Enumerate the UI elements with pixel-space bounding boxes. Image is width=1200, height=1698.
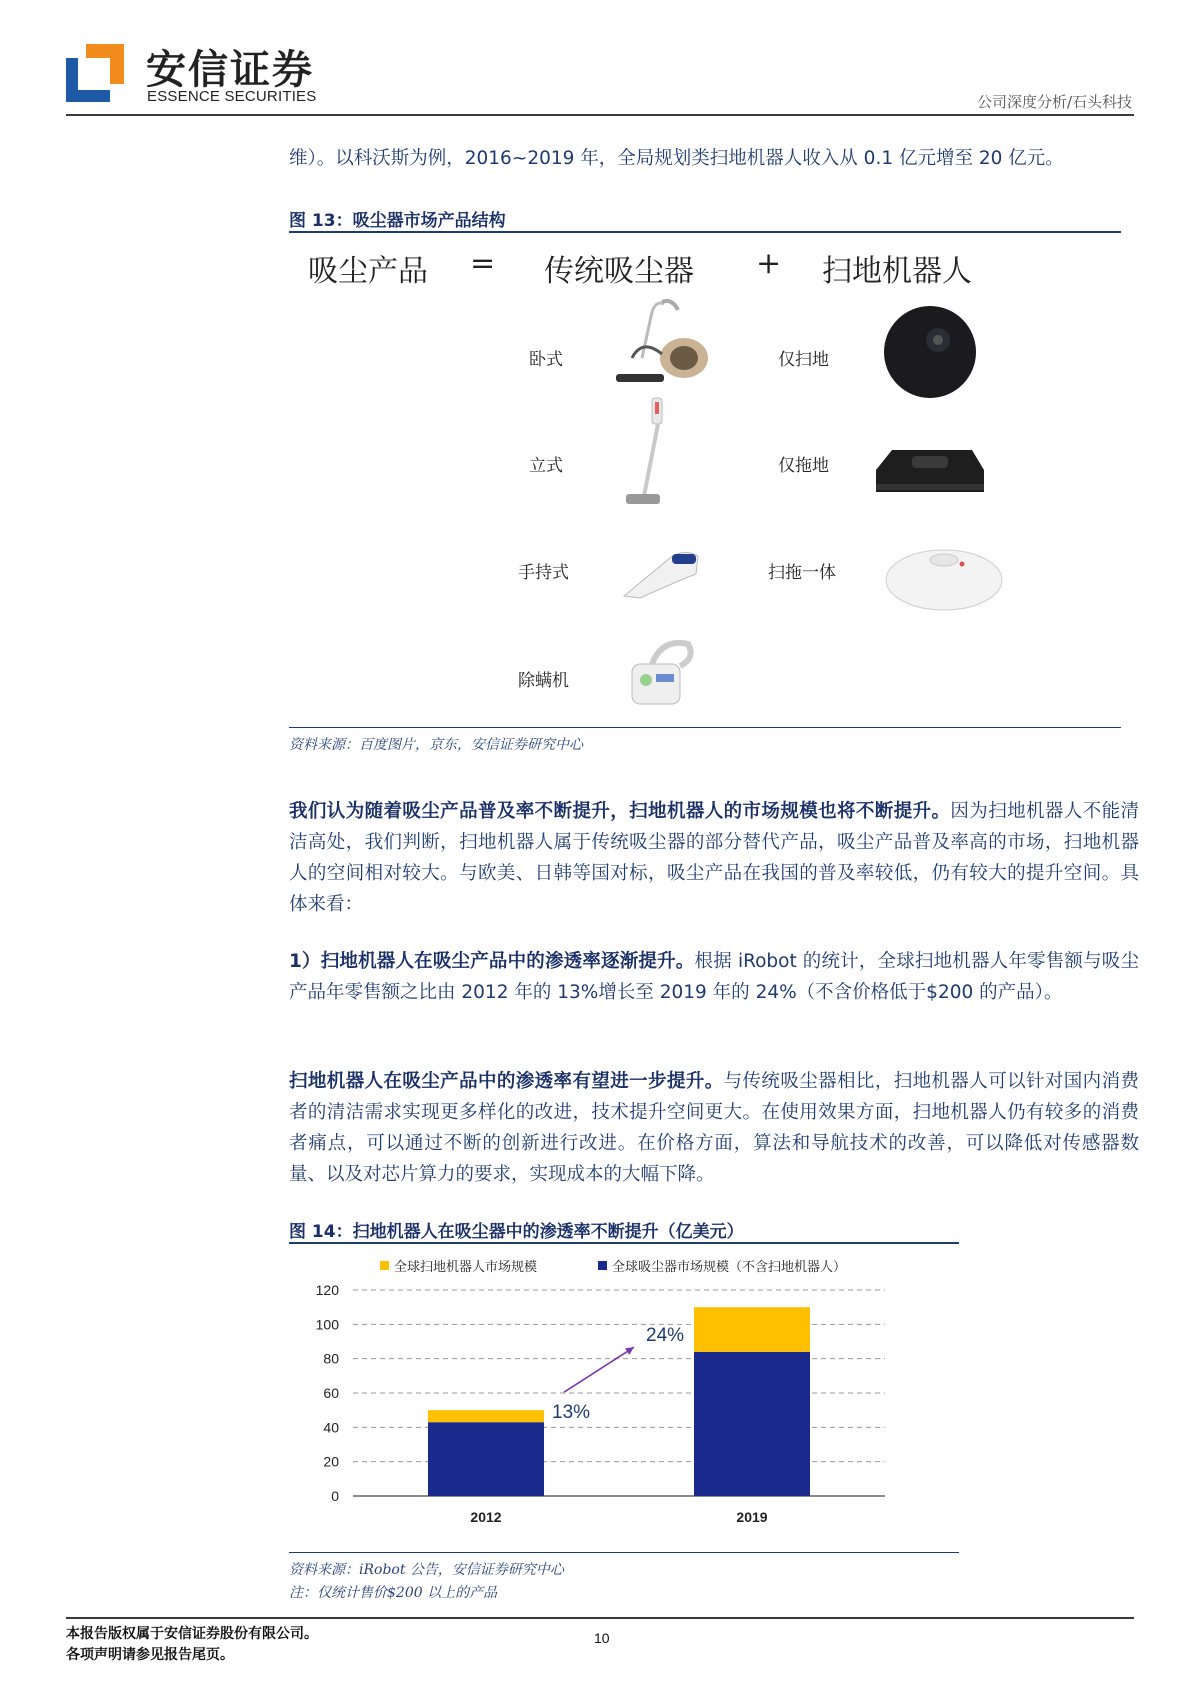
trend-arrow-head <box>625 1347 634 1355</box>
trend-arrow-line <box>564 1347 634 1392</box>
equation-right: 扫地机器人 <box>822 254 972 289</box>
page-number: 10 <box>594 1630 610 1646</box>
penetration-chart <box>289 1270 959 1540</box>
y-tick-label: 40 <box>323 1419 339 1436</box>
footer-divider <box>66 1617 1134 1619</box>
handheld-vacuum-image <box>620 540 704 602</box>
label-handheld-vacuum: 手持式 <box>518 563 569 583</box>
legend-swatch-vacuum <box>598 1261 607 1270</box>
figure13-source: 资料来源：百度图片，京东，安信证券研究中心 <box>289 737 583 753</box>
label-horizontal-vacuum: 卧式 <box>529 350 563 370</box>
footer-disclaimer <box>66 1624 318 1666</box>
paragraph-2 <box>289 946 1139 1008</box>
paragraph-3-bold: 扫地机器人在吸尘产品中的渗透率有望进一步提升。 <box>289 1071 724 1092</box>
figure14-note: 注：仅统计售价$200 以上的产品 <box>289 1585 498 1601</box>
legend-label-vacuum: 全球吸尘器市场规模（不含扫地机器人） <box>612 1260 847 1275</box>
equation-plus: + <box>756 246 782 281</box>
annotation-2019: 24% <box>646 1325 685 1347</box>
label-sweep-only: 仅扫地 <box>778 350 829 370</box>
y-tick-label: 0 <box>331 1488 339 1504</box>
header-divider <box>66 114 1134 116</box>
equation-equals: = <box>470 246 496 281</box>
bar-vacuum-2012 <box>428 1422 544 1496</box>
mite-remover-image <box>622 634 702 714</box>
robot-sweep-image <box>880 302 980 400</box>
y-tick-label: 100 <box>315 1316 339 1333</box>
figure13-top-rule <box>289 231 1121 233</box>
x-tick-label: 2012 <box>470 1509 502 1525</box>
y-tick-label: 20 <box>323 1453 339 1470</box>
intro-paragraph: 维）。以科沃斯为例，2016~2019 年，全局规划类扫地机器人收入从 0.1 亿元增至 20 亿元。 <box>289 148 1064 169</box>
footer-note: 各项声明请参见报告尾页。 <box>66 1647 234 1663</box>
figure13-title: 图 13：吸尘器市场产品结构 <box>289 211 506 231</box>
bar-robot-2019 <box>694 1307 810 1352</box>
horizontal-vacuum-image <box>612 298 712 390</box>
figure14-title: 图 14：扫地机器人在吸尘器中的渗透率不断提升（亿美元） <box>289 1222 744 1242</box>
figure14-top-rule <box>289 1242 959 1244</box>
equation-left: 吸尘产品 <box>308 254 428 289</box>
paragraph-2-bold: 1）扫地机器人在吸尘产品中的渗透率逐渐提升。 <box>289 951 695 972</box>
essence-logo-icon <box>66 44 124 102</box>
figure14-source: 资料来源：iRobot 公告，安信证券研究中心 <box>289 1562 564 1578</box>
paragraph-1 <box>289 796 1139 920</box>
legend-label-robot: 全球扫地机器人市场规模 <box>394 1260 538 1275</box>
figure14-bottom-rule <box>289 1552 959 1553</box>
legend-swatch-robot <box>380 1261 389 1270</box>
label-mop-only: 仅拖地 <box>778 456 829 476</box>
paragraph-2-body: 根据 iRobot 的统计，全球扫地机器人年零售额与吸尘产品年零售额之比由 2012 年的 13%增长至 2019 年的 24%（不含价格低于$200 的产品）。 <box>289 951 1139 1003</box>
upright-vacuum-image <box>622 396 686 510</box>
brand-name-en: ESSENCE SECURITIES <box>147 88 317 105</box>
figure13-bottom-rule <box>289 727 1121 728</box>
equation-middle: 传统吸尘器 <box>544 254 694 289</box>
paragraph-3 <box>289 1066 1139 1190</box>
x-tick-label: 2019 <box>736 1509 768 1525</box>
annotation-2012: 13% <box>552 1402 591 1424</box>
bar-robot-2012 <box>428 1410 544 1422</box>
brand-name-cn: 安信证券 <box>146 47 314 93</box>
label-mite-remover: 除螨机 <box>518 671 569 691</box>
y-tick-label: 80 <box>323 1350 339 1367</box>
robot-mop-image <box>872 430 988 502</box>
footer-copyright: 本报告版权属于安信证券股份有限公司。 <box>66 1626 318 1642</box>
bar-vacuum-2019 <box>694 1352 810 1496</box>
label-sweep-mop: 扫拖一体 <box>768 563 836 583</box>
y-tick-label: 60 <box>323 1385 339 1401</box>
paragraph-3-body: 与传统吸尘器相比，扫地机器人可以针对国内消费者的清洁需求实现更多样化的改进，技术提升空间更大。在使用效果方面，扫地机器人仍有较多的消费者痛点，可以通过不断的创新进行改进。在价格方面，算法和导航技术的改善，可以降低对传感器数量、以及对芯片算力的要求，实现成本的大幅下降。 <box>289 1071 1139 1185</box>
paragraph-1-bold: 我们认为随着吸尘产品普及率不断提升，扫地机器人的市场规模也将不断提升。 <box>289 801 951 822</box>
label-upright-vacuum: 立式 <box>529 456 563 476</box>
y-tick-label: 120 <box>315 1282 339 1298</box>
robot-sweep-mop-image <box>882 534 1006 614</box>
report-type: 公司深度分析/石头科技 <box>976 93 1132 111</box>
paragraph-1-body: 因为扫地机器人不能清洁高处，我们判断，扫地机器人属于传统吸尘器的部分替代产品，吸尘产品普及率高的市场，扫地机器人的空间相对较大。与欧美、日韩等国对标，吸尘产品在我国的普及率较低，仍有较大的提升空间。具体来看： <box>289 801 1139 915</box>
